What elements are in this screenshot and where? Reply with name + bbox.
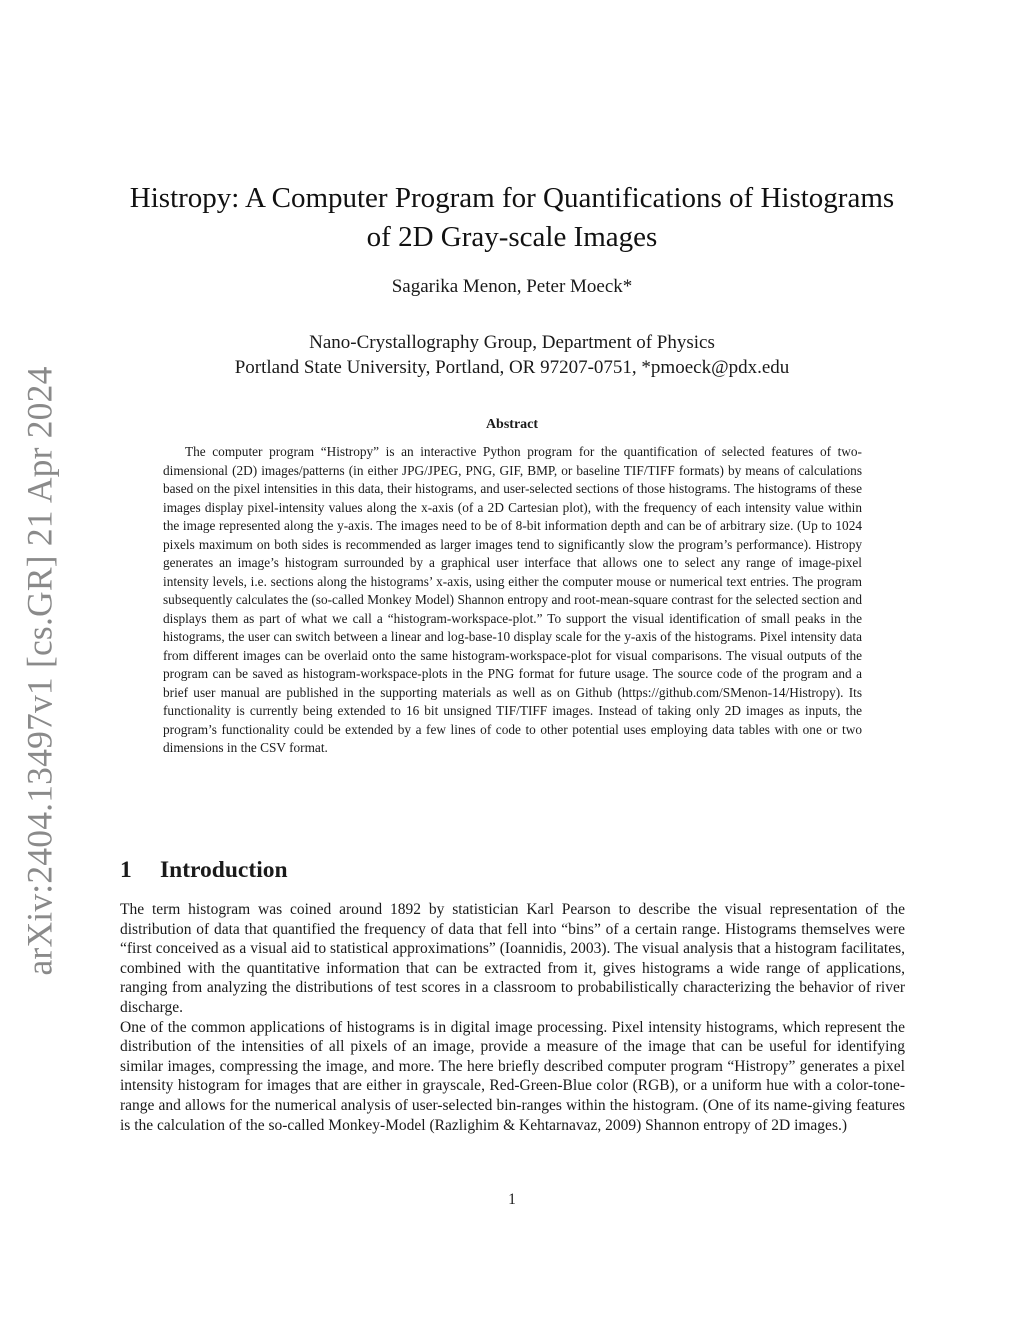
introduction-paragraph-2: One of the common applications of histograms is in digital image processing. Pixel intensity histograms, which represent the distribution of the intensities of all pixels of an image, provide a measure of the image that can be useful for identifying similar images, compressing the image, and more. The here briefly described computer program “Histropy” generates a pixel intensity histogram for images that are either in grayscale, Red-Green-Blue color (RGB), or a uniform hue with a color-tone-range and allows for the numerical analysis of user-selected bin-ranges within the histogram. (One of its name-giving features is the calculation of the so-called Monkey-Model (Razlighim & Kehtarnavaz, 2009) Shannon entropy of 2D images.) bbox=[120, 1018, 905, 1134]
paper-title-line-2: of 2D Gray-scale Images bbox=[366, 221, 658, 253]
affiliation-line-2: Portland State University, Portland, OR 97207-0751, *pmoeck@pdx.edu bbox=[234, 357, 790, 378]
arxiv-identifier-text: arXiv:2404.13497v1 [cs.GR] 21 Apr 2024 bbox=[20, 366, 61, 976]
paper-title-line-1: Histropy: A Computer Program for Quantifications of Histograms bbox=[129, 182, 895, 214]
abstract-text: The computer program “Histropy” is an interactive Python program for the quantification of selected features of two-dimensional (2D) images/patterns (in either JPG/JPEG, PNG, GIF, BMP, or baseline TIF/TIFF formats) by means of calculations based on the pixel intensities in this data, their histograms, and user-selected sections of those histograms. The histograms of these images display pixel-intensity values along the x-axis (of a 2D Cartesian plot), with the frequency of each intensity value within the image represented along the y-axis. The images need to be of 8-bit information depth and can be of arbitrary size. (Up to 1024 pixels maximum on both sides is recommended as larger images tend to significantly slow the program’s performance). Histropy generates an image’s histogram surrounded by a graphical user interface that allows one to select any range of image-pixel intensity levels, i.e. sections along the histograms’ x-axis, using either the computer mouse or numerical text entries. The program subsequently calculates the (so-called Monkey Model) Shannon entropy and root-mean-square contrast for the selected section and displays them as part of what we call a “histogram-workspace-plot.” To support the visual identification of small peaks in the histograms, the user can switch between a linear and log-base-10 display scale for the y-axis of the histograms. Pixel intensity data from different images can be overlaid onto the same histogram-workspace-plot for visual comparisons. The visual outputs of the program can be saved as histogram-workspace-plots in the PNG format for future usage. The source code of the program and a brief user manual are published in the supporting materials as well as on Github (https://github.com/SMenon-14/Histropy). Its functionality is currently being extended to 16 bit unsigned TIF/TIFF images. Instead of taking only 2D images as inputs, the program’s functionality could be extended by a few lines of code to other potential uses employing data tables with one or two dimensions in the CSV format. bbox=[163, 444, 862, 755]
author-list: Sagarika Menon, Peter Moeck* bbox=[391, 276, 633, 297]
author-affiliation bbox=[100, 330, 924, 380]
affiliation-line-1: Nano-Crystallography Group, Department of Physics bbox=[309, 332, 715, 353]
introduction-paragraph-1: The term histogram was coined around 1892 by statistician Karl Pearson to describe the visual representation of the distribution of data that quantified the frequency of data that fell into “bins” of a certain range. Histograms themselves were “first conceived as a visual aid to statistical approximations” (Ioannidis, 2003). The visual analysis that a histogram facilitates, combined with the quantitative information that can be extracted from it, gives histograms a wide range of applications, ranging from analyzing the distributions of test scores in a classroom to probabilistically characterizing the behavior of river discharge. bbox=[120, 901, 905, 1016]
section-heading-introduction bbox=[120, 855, 288, 885]
page-number: 1 bbox=[508, 1191, 516, 1208]
section-title: Introduction bbox=[160, 857, 288, 883]
paper-title bbox=[100, 179, 924, 257]
introduction-body bbox=[120, 900, 905, 1135]
abstract-heading: Abstract bbox=[485, 417, 539, 432]
section-number: 1 bbox=[120, 857, 132, 883]
arxiv-identifier-stamp bbox=[14, 351, 66, 991]
